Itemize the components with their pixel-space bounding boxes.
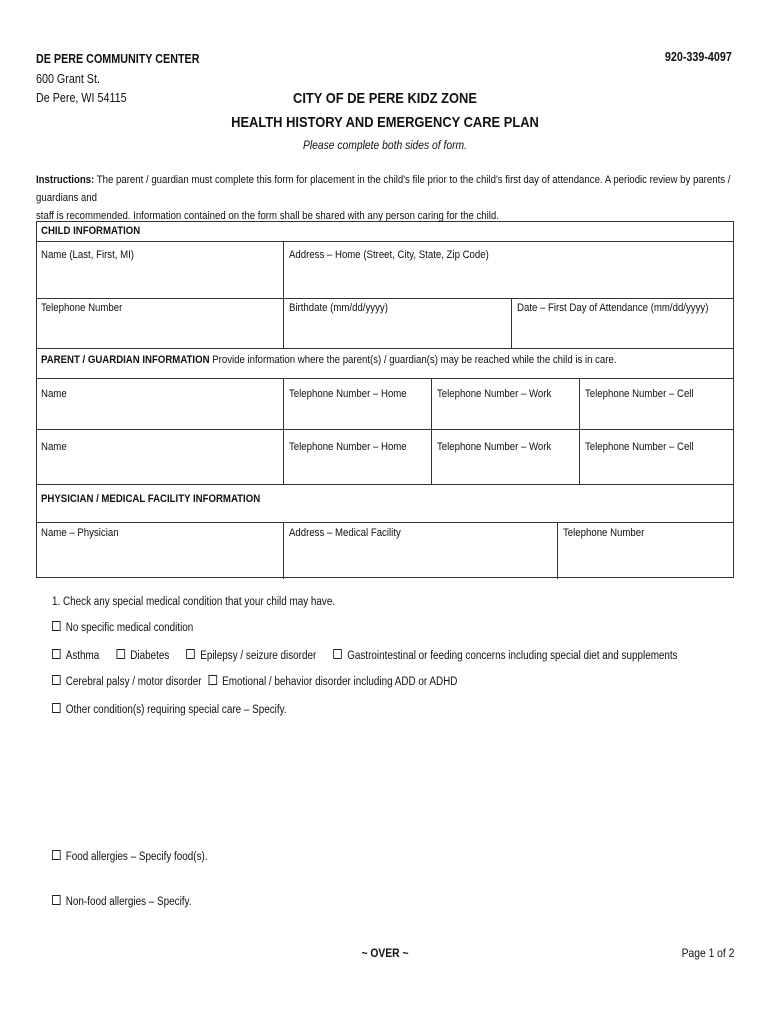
gastrointestinal-label: Gastrointestinal or feeding concerns including special diet and supplements [347, 650, 678, 662]
guardian1-cell-phone-field[interactable]: Telephone Number – Cell [585, 388, 694, 400]
guardian-heading-label: PARENT / GUARDIAN INFORMATION [41, 354, 210, 366]
form-subtitle: Please complete both sides of form. [302, 138, 468, 152]
asthma-option[interactable] [52, 649, 99, 662]
instructions [36, 171, 733, 225]
checkbox[interactable] [52, 649, 61, 659]
epilepsy-option[interactable] [186, 649, 316, 662]
other-condition-label: Other condition(s) requiring special care – Specify. [65, 704, 287, 716]
child-info-heading: CHILD INFORMATION [41, 225, 141, 237]
guardian1-work-phone-field[interactable]: Telephone Number – Work [437, 388, 552, 400]
org-name: DE PERE COMMUNITY CENTER [36, 52, 200, 66]
guardian2-work-phone-field[interactable]: Telephone Number – Work [437, 441, 552, 453]
first-day-field[interactable]: Date – First Day of Attendance (mm/dd/yyyy) [517, 302, 709, 314]
checkbox[interactable] [52, 850, 61, 860]
cerebral-palsy-label: Cerebral palsy / motor disorder [65, 676, 202, 688]
checkbox[interactable] [52, 621, 61, 631]
epilepsy-label: Epilepsy / seizure disorder [200, 650, 317, 662]
other-condition-option[interactable] [52, 703, 287, 716]
checkbox[interactable] [333, 649, 342, 659]
food-allergies-option[interactable] [52, 850, 208, 863]
org-phone: 920-339-4097 [665, 50, 732, 64]
child-birthdate-field[interactable]: Birthdate (mm/dd/yyyy) [289, 302, 388, 314]
checkbox[interactable] [117, 649, 126, 659]
form-title-line2: HEALTH HISTORY AND EMERGENCY CARE PLAN [231, 114, 539, 131]
guardian2-cell-phone-field[interactable]: Telephone Number – Cell [585, 441, 694, 453]
child-telephone-field[interactable]: Telephone Number [41, 302, 123, 314]
medical-question: 1. Check any special medical condition that your child may have. [52, 596, 336, 608]
org-address-line2: De Pere, WI 54115 [36, 91, 127, 105]
diabetes-label: Diabetes [130, 650, 170, 662]
no-condition-option[interactable] [52, 621, 193, 634]
gastrointestinal-option[interactable] [333, 649, 677, 662]
guardian-heading-note: Provide information where the parent(s) / guardian(s) may be reached while the child is in care. [209, 354, 617, 366]
checkbox[interactable] [52, 703, 61, 713]
asthma-label: Asthma [65, 650, 100, 662]
physician-telephone-field[interactable]: Telephone Number [563, 527, 645, 539]
food-allergies-label: Food allergies – Specify food(s). [65, 851, 208, 863]
guardian2-home-phone-field[interactable]: Telephone Number – Home [289, 441, 407, 453]
guardian-info-heading [41, 354, 617, 366]
emotional-behavior-option[interactable] [208, 675, 457, 688]
instructions-line2: staff is recommended. Information contained on the form shall be shared with any person caring for the child. [36, 210, 499, 222]
condition-row-2 [52, 675, 475, 688]
guardian1-name-field[interactable]: Name [41, 388, 67, 400]
guardian2-name-field[interactable]: Name [41, 441, 67, 453]
nonfood-allergies-option[interactable] [52, 895, 191, 908]
org-address-line1: 600 Grant St. [36, 71, 100, 86]
emotional-behavior-label: Emotional / behavior disorder including ADD or ADHD [222, 676, 458, 688]
nonfood-allergies-label: Non-food allergies – Specify. [65, 896, 192, 908]
checkbox[interactable] [52, 675, 61, 685]
checkbox[interactable] [208, 675, 217, 685]
info-form-table [36, 221, 734, 578]
guardian1-home-phone-field[interactable]: Telephone Number – Home [289, 388, 407, 400]
physician-name-field[interactable]: Name – Physician [41, 527, 119, 539]
checkbox[interactable] [186, 649, 195, 659]
diabetes-option[interactable] [117, 649, 170, 662]
child-address-field[interactable]: Address – Home (Street, City, State, Zip Code) [289, 249, 489, 261]
form-title-line1: CITY OF DE PERE KIDZ ZONE [293, 90, 477, 107]
checkbox[interactable] [52, 895, 61, 905]
no-condition-label: No specific medical condition [65, 622, 194, 634]
instructions-label: Instructions: [36, 174, 95, 186]
medical-facility-address-field[interactable]: Address – Medical Facility [289, 527, 401, 539]
page-number: Page 1 of 2 [681, 946, 734, 960]
over-indicator: ~ OVER ~ [361, 946, 409, 960]
child-name-field[interactable]: Name (Last, First, MI) [41, 249, 135, 261]
condition-row-1 [52, 649, 695, 662]
instructions-line1: The parent / guardian must complete this form for placement in the child's file prior to the child's first day of attendance. A periodic review by parents / guardians and [36, 174, 731, 204]
cerebral-palsy-option[interactable] [52, 675, 202, 688]
physician-info-heading: PHYSICIAN / MEDICAL FACILITY INFORMATION [41, 493, 261, 505]
